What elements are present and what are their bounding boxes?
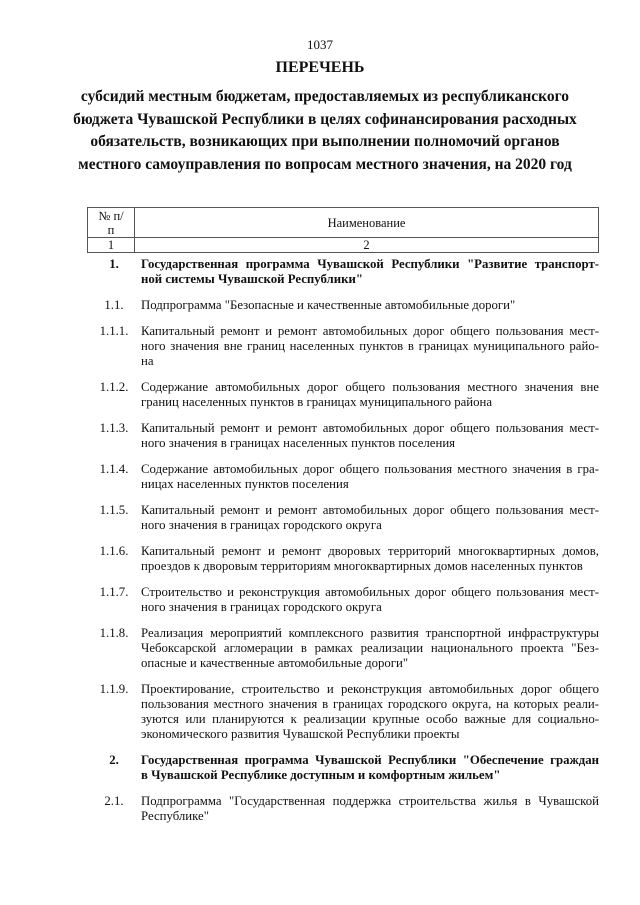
list-item: [87, 626, 599, 671]
item-text: [141, 626, 599, 671]
item-text-line: ного значения в границах населенных пунктов поселения: [141, 436, 456, 450]
list-item: [87, 257, 599, 287]
table-header: [87, 207, 599, 253]
item-number: 1.1.8.: [99, 626, 129, 640]
item-number: 1.1.7.: [99, 585, 129, 599]
subtitle-line: бюджета Чувашской Республики в целях софинансирования расходных: [73, 110, 577, 128]
item-number: 2.: [109, 753, 119, 767]
item-text-line: Подпрограмма "Государственная поддержка строительства жилья в Чувашской: [141, 794, 599, 808]
document-title: ПЕРЕЧЕНЬ: [275, 59, 365, 76]
item-number: 1.1.6.: [99, 544, 129, 558]
item-text: [141, 503, 599, 533]
subtitle-line: обязательств, возникающих при выполнении полномочий органов: [90, 133, 560, 151]
item-text-line: Реализация мероприятий комплексного развития транспортной инфраструктуры: [141, 626, 599, 640]
list-item: [87, 503, 599, 533]
list-item: [87, 753, 599, 783]
item-number: 1.1.4.: [99, 462, 129, 476]
item-text: [141, 753, 599, 783]
item-number: 2.1.: [104, 794, 124, 808]
items-list: [87, 257, 599, 835]
item-text-line: Капитальный ремонт и ремонт дворовых территорий многоквартирных домов,: [141, 544, 599, 558]
item-text-line: Проектирование, строительство и реконструкция автомобильных дорог общего: [141, 682, 599, 696]
item-text-line: зуются или планируются к реализации крупные особо важные для социально-: [141, 712, 599, 726]
item-text-line: Республике": [141, 809, 209, 823]
item-number: 1.1.5.: [99, 503, 129, 517]
item-text-line: Государственная программа Чувашской Республики "Развитие транспорт-: [141, 257, 599, 271]
item-number: 1.: [109, 257, 119, 271]
column-index-1: 1: [88, 238, 135, 253]
list-item: [87, 544, 599, 574]
list-item: [87, 324, 599, 369]
item-text-line: ного значения вне границ населенных пунктов в границах муниципального райо-: [141, 339, 599, 353]
item-text-line: Государственная программа Чувашской Республики "Обеспечение граждан: [141, 753, 599, 767]
item-text-line: ного значения в границах городского округа: [141, 600, 382, 614]
item-text: [141, 794, 599, 824]
item-text: [141, 324, 599, 369]
item-text: [141, 682, 599, 742]
item-text-line: Капитальный ремонт и ремонт автомобильных дорог общего пользования мест-: [141, 324, 599, 338]
item-text: [141, 421, 599, 451]
item-text-line: в Чувашской Республике доступным и комфортным жильем": [141, 768, 501, 782]
item-text-line: экономического развития Чувашской Республики проекты: [141, 727, 460, 741]
column-header-name: Наименование: [135, 208, 599, 238]
item-text-line: Содержание автомобильных дорог общего пользования местного значения вне: [141, 380, 599, 394]
list-item: [87, 682, 599, 742]
list-item: [87, 794, 599, 824]
item-text: [141, 380, 599, 410]
list-item: [87, 380, 599, 410]
item-text: [141, 544, 599, 574]
item-number: 1.1.: [104, 298, 124, 312]
column-index-2: 2: [135, 238, 599, 253]
item-text: [141, 585, 599, 615]
item-text-line: ницах населенных пунктов поселения: [141, 477, 349, 491]
item-text-line: Строительство и реконструкция автомобильных дорог общего пользования мест-: [141, 585, 599, 599]
item-text-line: ной системы Чувашской Республики": [141, 272, 363, 286]
item-text-line: Капитальный ремонт и ремонт автомобильных дорог общего пользования мест-: [141, 421, 599, 435]
list-item: [87, 421, 599, 451]
item-text-line: ного значения в границах городского округа: [141, 518, 382, 532]
item-number: 1.1.3.: [99, 421, 129, 435]
item-text-line: Чебоксарской агломерации в рамках реализации национального проекта "Без-: [141, 641, 599, 655]
document-subtitle: [60, 86, 590, 177]
column-header-number: № п/п: [88, 208, 135, 238]
item-text-line: проездов к дворовым территориям многоквартирных домов населенных пунктов: [141, 559, 583, 573]
list-item: [87, 462, 599, 492]
subtitle-line: субсидий местным бюджетам, предоставляемых из республиканского: [80, 88, 570, 105]
item-number: 1.1.2.: [99, 380, 129, 394]
item-text-line: Содержание автомобильных дорог общего пользования местного значения в гра-: [141, 462, 599, 476]
item-text: [141, 298, 599, 313]
list-item: [87, 585, 599, 615]
item-text-line: на: [141, 354, 154, 368]
subtitle-line: местного самоуправления по вопросам местного значения, на 2020 год: [78, 156, 572, 174]
item-text-line: опасные и качественные автомобильные дороги": [141, 656, 409, 670]
item-text-line: Капитальный ремонт и ремонт автомобильных дорог общего пользования мест-: [141, 503, 599, 517]
item-text: [141, 462, 599, 492]
item-text-line: пользования местного значения в границах городского округа, на которых реали-: [141, 697, 599, 711]
page-number: 1037: [307, 37, 333, 52]
item-text-line: Подпрограмма "Безопасные и качественные автомобильные дороги": [141, 298, 516, 312]
item-number: 1.1.1.: [99, 324, 129, 338]
item-text: [141, 257, 599, 287]
list-item: [87, 298, 599, 313]
item-number: 1.1.9.: [99, 682, 129, 696]
item-text-line: границ населенных пунктов в границах муниципального района: [141, 395, 493, 409]
